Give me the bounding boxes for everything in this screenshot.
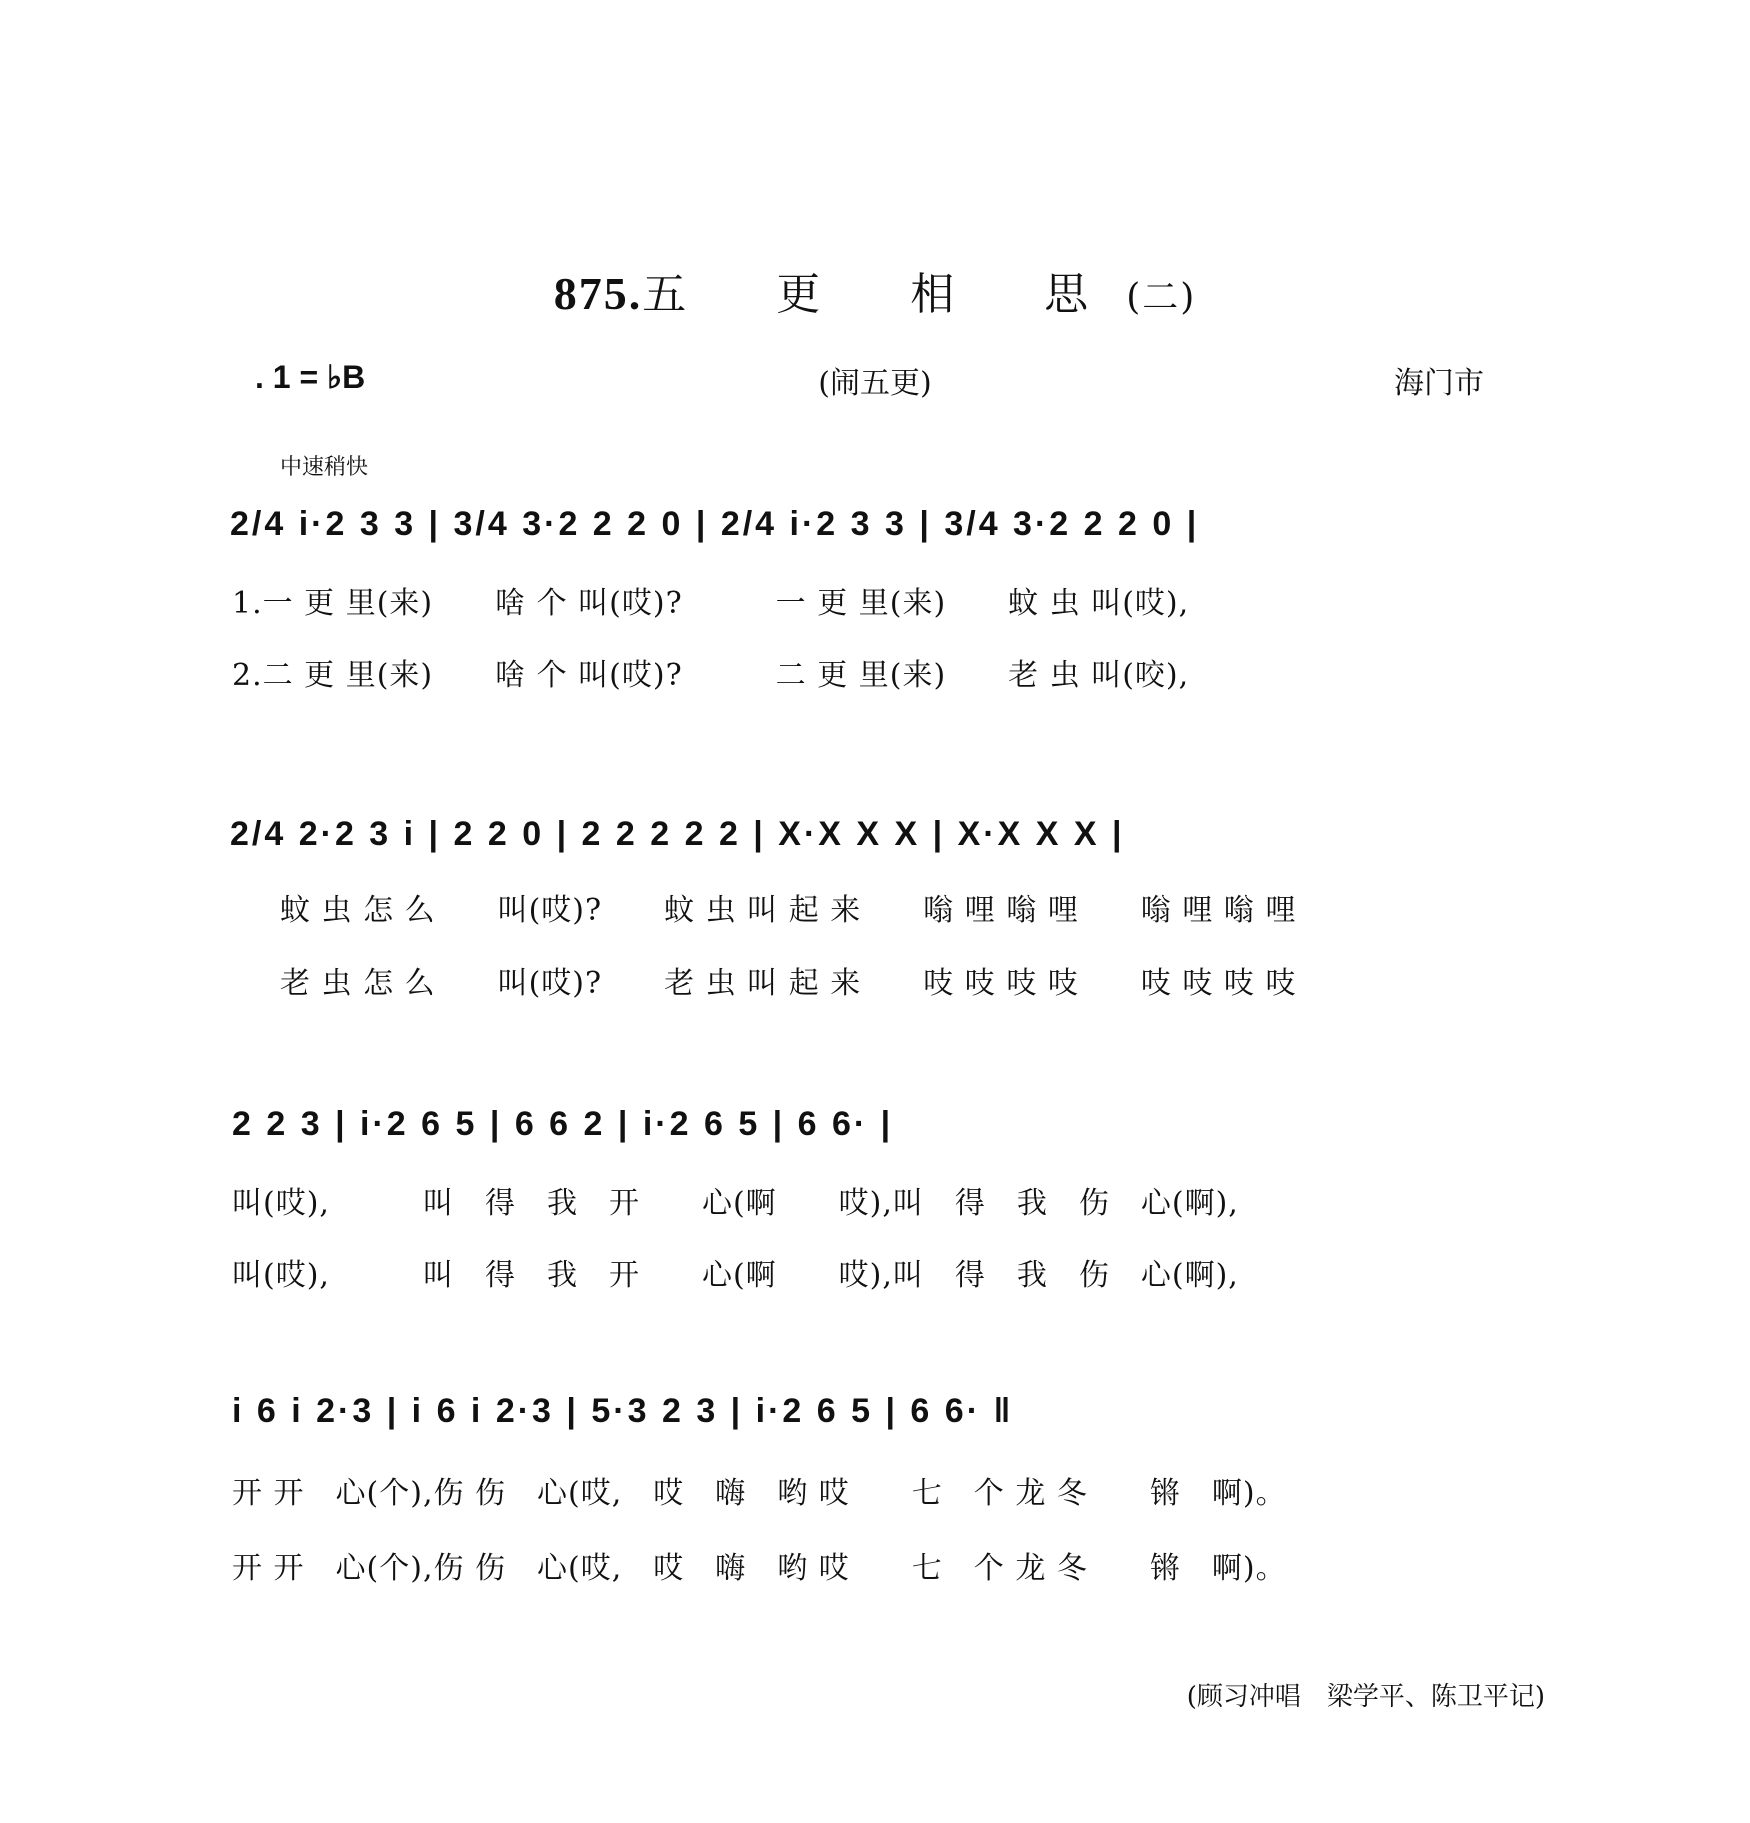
lyric-line-3-verse-2: 叫(哎), 叫 得 我 开 心(啊 哎),叫 得 我 伤 心(啊),: [232, 1258, 1239, 1293]
lyric-line-3-verse-1: 叫(哎), 叫 得 我 开 心(啊 哎),叫 得 我 伤 心(啊),: [232, 1186, 1239, 1221]
lyric-line-1-verse-1: 1.一 更 里(来) 啥 个 叫(哎)? 一 更 里(来) 蚊 虫 叫(哎),: [232, 586, 1190, 621]
notation-line-1: 2/4 i·2 3 3 | 3/4 3·2 2 2 0 | 2/4 i·2 3 3 | 3/4 3·2 2 2 0 |: [230, 505, 1200, 543]
notation-line-2: 2/4 2·2 3 i | 2 2 0 | 2 2 2 2 2 | X·X X X | X·X X X |: [230, 815, 1125, 853]
performer-credit: (顾习冲唱 梁学平、陈卫平记): [1186, 1682, 1545, 1712]
song-number: 875.: [553, 268, 643, 319]
lyric-line-4-verse-1: 开 开 心(个),伤 伤 心(哎, 哎 嗨 哟 哎 七 个 龙 冬 锵 啊)。: [232, 1476, 1287, 1511]
song-title: [0, 258, 1750, 322]
tempo-marking: 中速稍快: [280, 455, 369, 480]
song-subtitle: (闹五更): [818, 366, 932, 401]
lyric-line-1-verse-2: 2.二 更 里(来) 啥 个 叫(哎)? 二 更 里(来) 老 虫 叫(咬),: [232, 658, 1190, 693]
lyric-line-2-verse-1: 蚊 虫 怎 么 叫(哎)? 蚊 虫 叫 起 来 嗡 哩 嗡 哩 嗡 哩 嗡 哩: [280, 893, 1297, 928]
lyric-line-4-verse-2: 开 开 心(个),伤 伤 心(哎, 哎 嗨 哟 哎 七 个 龙 冬 锵 啊)。: [232, 1551, 1287, 1586]
song-part: (二): [1126, 277, 1197, 318]
song-name: 五 更 相 思: [642, 269, 1127, 320]
notation-line-4: i 6 i 2·3 | i 6 i 2·3 | 5·3 2 3 | i·2 6 5 | 6 6· ‖: [232, 1392, 1014, 1430]
key-signature: . 1 = ♭B: [255, 359, 366, 395]
lyric-line-2-verse-2: 老 虫 怎 么 叫(哎)? 老 虫 叫 起 来 吱 吱 吱 吱 吱 吱 吱 吱: [280, 966, 1297, 1001]
song-origin: 海门市: [1394, 366, 1484, 401]
notation-line-3: 2 2 3 | i·2 6 5 | 6 6 2 | i·2 6 5 | 6 6· |: [232, 1105, 894, 1143]
